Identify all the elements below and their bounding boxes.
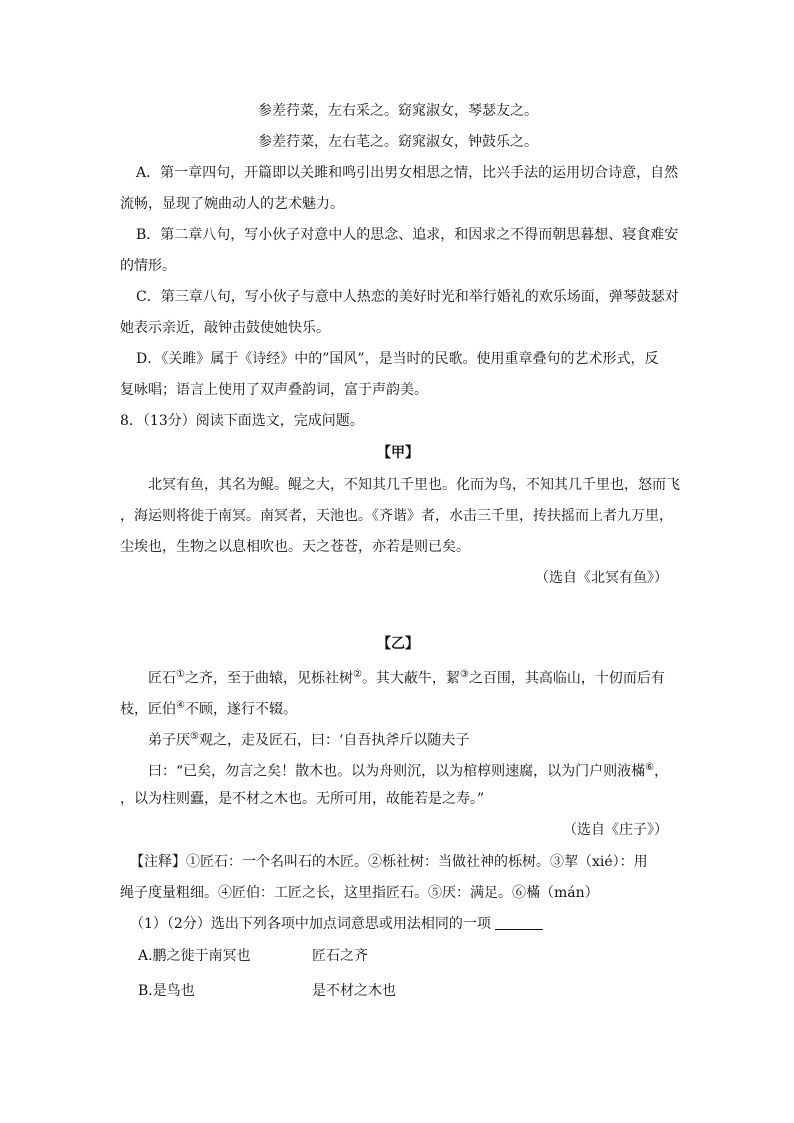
annotation-line-1: 【注释】①匠石：一个名叫石的木匠。②栎社树：当做社神的栎树。③挈（xié）：用 [130, 854, 648, 870]
passage-jia-line-1: 北冥有鱼，其名为鲲。鲲之大，不知其几千里也。化而为鸟，不知其几千里也，怒而飞 [148, 477, 680, 493]
passage-yi-line-5: ，以为柱则蠹，是不材之木也。无所可用，故能若是之寿。” [120, 791, 485, 807]
option-d-line-1: D．《关雎》属于《诗经》中的”国风”，是当时的民歌。使用重章叠句的艺术形式，反 [136, 351, 659, 367]
option-c-line-1: C．第三章八句，写小伙子与意中人热恋的美好时光和举行婚礼的欢乐场面，弹琴鼓瑟对 [136, 289, 679, 305]
annotation-line-2: 绳子度量粗细。④匠伯：工匠之长，这里指匠石。⑤厌：满足。⑥樠（mán） [120, 885, 599, 901]
option-a-line-2: 流畅，显现了婉曲动人的艺术魅力。 [120, 196, 344, 212]
poem-line-2: 参差荇菜，左右芼之。窈窕淑女，钟鼓乐之。 [258, 134, 538, 150]
passage-jia-heading: 【甲】 [377, 445, 419, 461]
option-b-line-2: 的情形。 [120, 258, 176, 274]
note-marker-6: ⑥ [645, 762, 655, 773]
passage-yi-source: （选自《庄子》） [563, 822, 668, 838]
choice-b-right: 是不材之木也 [312, 983, 396, 999]
note-marker-5: ⑤ [190, 731, 199, 742]
choice-a-right: 匠石之齐 [312, 948, 368, 964]
note-marker-3: ③ [459, 669, 469, 680]
passage-yi-heading: 【乙】 [377, 636, 419, 652]
passage-jia-line-3: 尘埃也，生物之以息相吹也。天之苍苍，亦若是则已矣。 [120, 539, 470, 555]
answer-blank[interactable] [495, 915, 543, 930]
passage-jia-source: （选自《北冥有鱼》） [535, 570, 668, 586]
choice-b-left: B.是鸟也 [138, 983, 195, 999]
passage-yi-line-2: 枝，匠伯④不顾，遂行不辍。 [120, 700, 297, 718]
note-marker-1: ① [176, 669, 185, 680]
passage-yi-line-3: 弟子厌⑤观之，走及匠石，曰：‘自吾执斧斤以随夫子 [148, 731, 470, 749]
passage-yi-line-4: 曰：“已矣，勿言之矣！散木也。以为舟则沉，以为棺椁则速腐，以为门户则液樠⑥， [148, 762, 669, 780]
option-b-line-1: B．第二章八句，写小伙子对意中人的思念、追求，和因求之不得而朝思暮想、寝食难安 [136, 227, 679, 243]
passage-yi-line-1: 匠石①之齐，至于曲辕，见栎社树②。其大蔽牛，絜③之百围，其高临山，十仞而后有 [148, 669, 665, 687]
question-8-stem: 8．（13分）阅读下面选文，完成问题。 [120, 413, 364, 429]
choice-a-left: A.鹏之徙于南冥也 [138, 948, 251, 964]
option-d-line-2: 复咏唱；语言上使用了双声叠韵词，富于声韵美。 [120, 382, 428, 398]
note-marker-2: ② [352, 669, 362, 680]
poem-line-1: 参差荇菜，左右采之。窈窕淑女，琴瑟友之。 [258, 103, 538, 119]
option-c-line-2: 她表示亲近，敲钟击鼓使她快乐。 [120, 320, 330, 336]
note-marker-4: ④ [176, 700, 185, 711]
passage-jia-line-2: ，海运则将徙于南冥。南冥者，天池也。《齐谐》者，水击三千里，抟扶摇而上者九万里， [120, 508, 673, 524]
option-a-line-1: A．第一章四句，开篇即以关雎和鸣引出男女相思之情，比兴手法的运用切合诗意，自然 [136, 165, 679, 181]
sub-question-1: （1）（2分）选出下列各项中加点词意思或用法相同的一项 [130, 914, 686, 934]
